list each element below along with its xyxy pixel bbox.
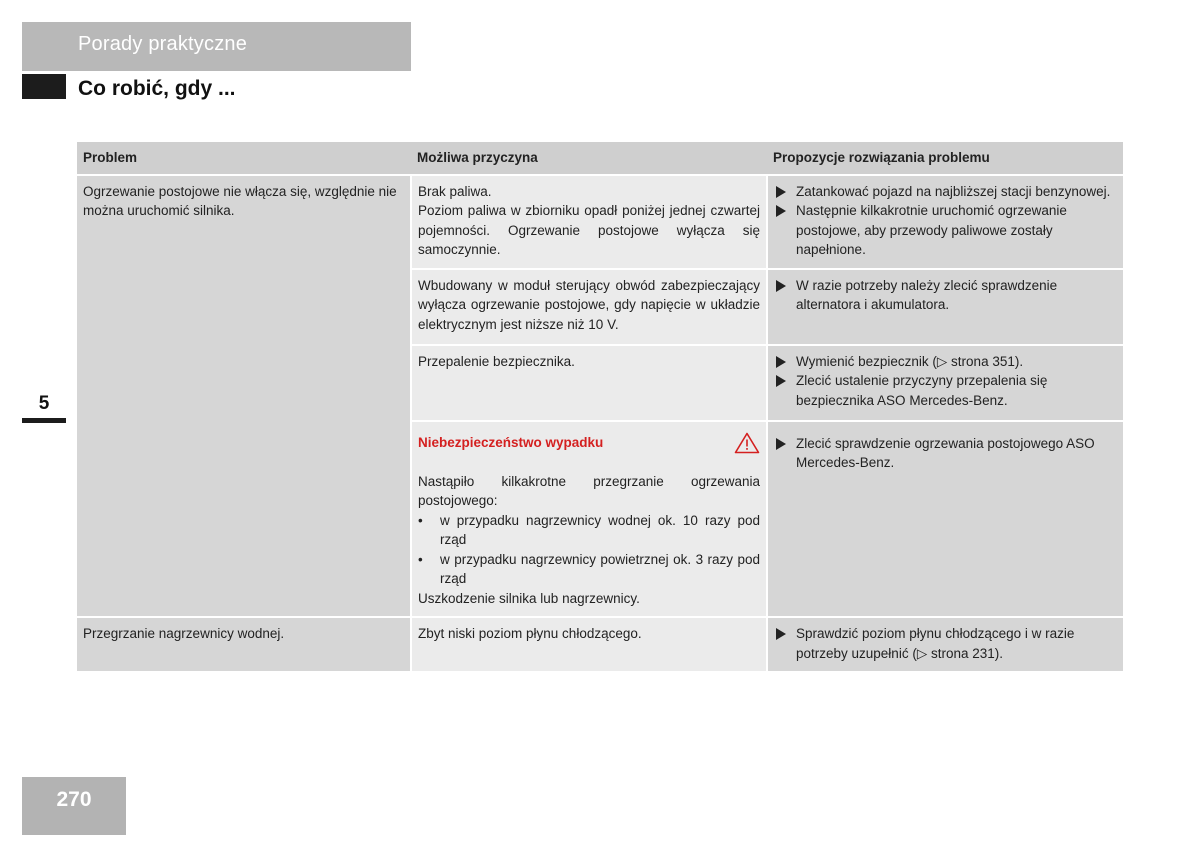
column-header-solution: Propozycje rozwiązania problemu <box>767 142 1123 175</box>
solution-cell <box>767 617 1123 672</box>
bullet-icon: • <box>418 512 423 528</box>
solution-step <box>774 434 1117 473</box>
solution-text: Zatankować pojazd na najbliższej stacji benzynowej. <box>796 183 1111 199</box>
troubleshooting-table <box>77 142 1123 673</box>
solution-text: Zlecić ustalenie przyczyny przepalenia się bezpiecznika ASO Mercedes-Benz. <box>796 373 1048 408</box>
table-row <box>77 617 1123 672</box>
warning-triangle-icon <box>734 432 760 454</box>
column-header-problem: Problem <box>77 142 411 175</box>
solution-step <box>774 182 1117 202</box>
list-item-text: w przypadku nagrzewnicy powietrznej ok. 3 razy pod rząd <box>440 551 760 586</box>
step-arrow-icon <box>776 186 786 198</box>
step-arrow-icon <box>776 280 786 292</box>
cause-cell <box>411 269 767 345</box>
problem-cell <box>77 175 411 618</box>
bullet-icon: • <box>418 551 423 567</box>
list-item-text: w przypadku nagrzewnicy wodnej ok. 10 razy pod rząd <box>440 512 760 547</box>
solution-step <box>774 371 1117 410</box>
cause-text: Wbudowany w moduł sterujący obwód zabezpieczający wyłącza ogrzewanie postojowe, gdy napięcie w układzie elektrycznym jest niższe niż 10 V. <box>418 277 760 332</box>
solution-step <box>774 624 1117 663</box>
table-row <box>77 175 1123 269</box>
step-arrow-icon <box>776 356 786 368</box>
step-arrow-icon <box>776 205 786 217</box>
warning-intro: Nastąpiło kilkakrotne przegrzanie ogrzewania postojowego: <box>418 473 760 508</box>
cause-text: Przepalenie bezpiecznika. <box>418 353 575 369</box>
solution-text: W razie potrzeby należy zlecić sprawdzenie alternatora i akumulatora. <box>796 277 1058 312</box>
list-item <box>418 550 760 589</box>
subsection-marker <box>22 74 66 99</box>
step-arrow-icon <box>776 628 786 640</box>
solution-step <box>774 276 1117 315</box>
problem-cell <box>77 617 411 672</box>
list-item <box>418 511 760 550</box>
cause-text: Brak paliwa. <box>418 183 492 199</box>
warning-header <box>418 432 760 454</box>
solution-cell <box>767 269 1123 345</box>
warning-title: Niebezpieczeństwo wypadku <box>418 434 604 450</box>
problem-text: Przegrzanie nagrzewnicy wodnej. <box>83 626 285 641</box>
solution-cell <box>767 345 1123 421</box>
cause-cell <box>411 617 767 672</box>
step-arrow-icon <box>776 375 786 387</box>
step-arrow-icon <box>776 438 786 450</box>
cause-text: Zbyt niski poziom płynu chłodzącego. <box>418 626 642 641</box>
solution-step <box>774 352 1117 372</box>
solution-text: Wymienić bezpiecznik (▷ strona 351). <box>796 353 1024 369</box>
cause-text: Poziom paliwa w zbiorniku opadł poniżej jednej czwartej pojemności. Ogrzewanie postojowe wyłącza się samoczynnie. <box>418 203 760 257</box>
solution-text: Sprawdzić poziom płynu chłodzącego i w razie potrzeby uzupełnić (▷ strona 231). <box>796 626 1075 661</box>
problem-text: Ogrzewanie postojowe nie włącza się, względnie nie można uruchomić silnika. <box>83 183 397 218</box>
page-number: 270 <box>56 788 92 811</box>
cause-cell <box>411 421 767 618</box>
section-title: Porady praktyczne <box>78 33 248 55</box>
warning-list <box>418 511 760 589</box>
chapter-tab: 5 <box>38 393 50 414</box>
solution-text: Następnie kilkakrotnie uruchomić ogrzewanie postojowe, aby przewody paliwowe zostały napełnione. <box>796 203 1067 257</box>
table-header-row <box>77 142 1123 175</box>
cause-cell <box>411 175 767 269</box>
solution-cell <box>767 175 1123 269</box>
solution-text: Zlecić sprawdzenie ogrzewania postojowego ASO Mercedes-Benz. <box>796 435 1095 470</box>
solution-cell <box>767 421 1123 618</box>
column-header-cause: Możliwa przyczyna <box>411 142 767 175</box>
warning-outro: Uszkodzenie silnika lub nagrzewnicy. <box>418 590 640 606</box>
solution-step <box>774 201 1117 260</box>
subsection-title: Co robić, gdy ... <box>78 77 236 100</box>
chapter-tab-underline <box>22 418 66 423</box>
cause-cell <box>411 345 767 421</box>
